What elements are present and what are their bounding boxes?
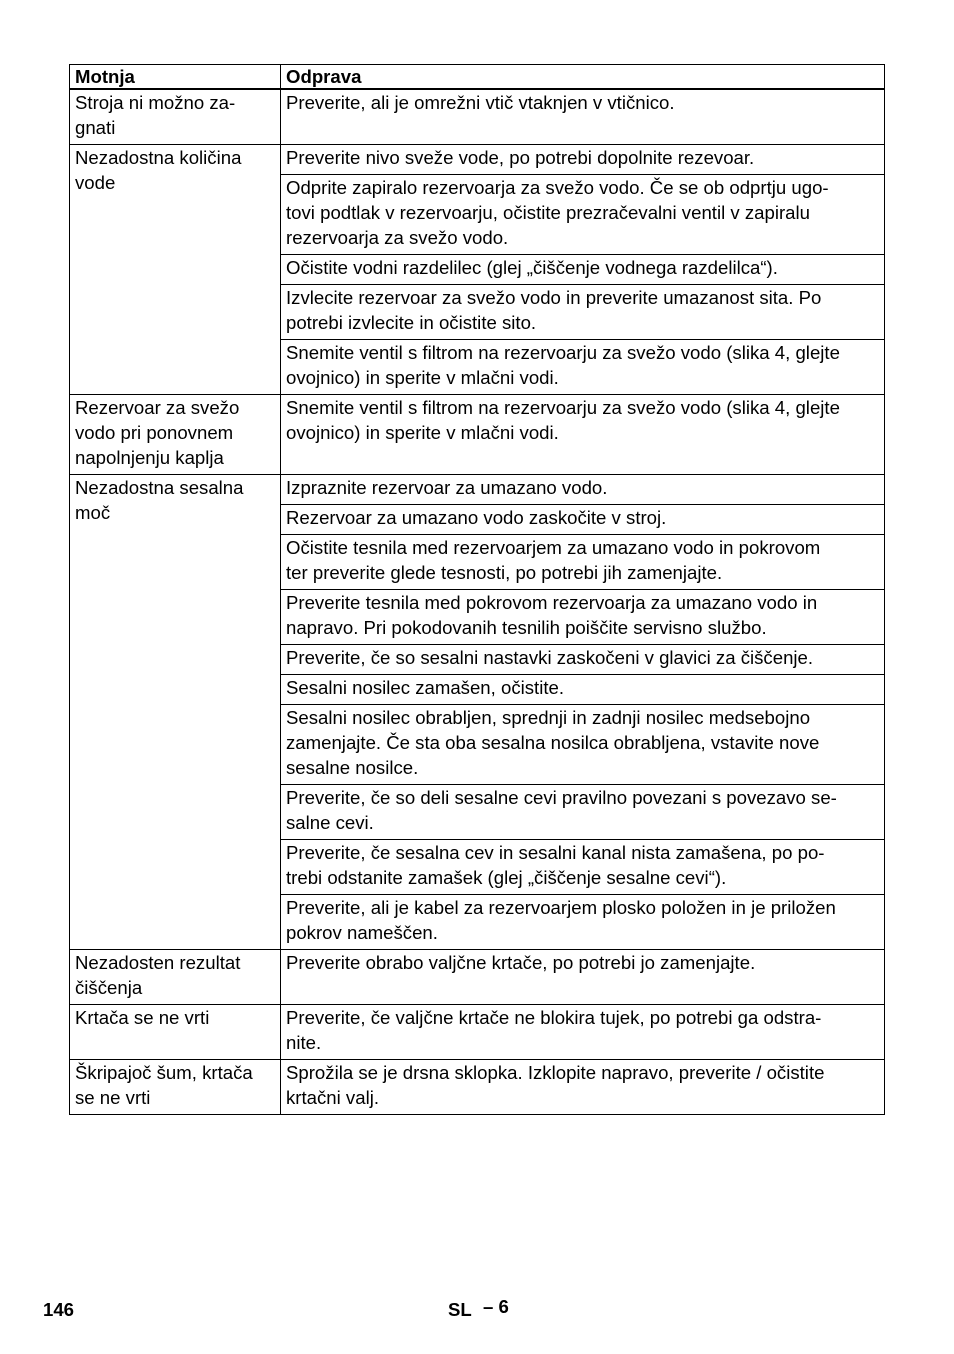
- fault-cell: Nezadostna količina vode: [70, 145, 281, 395]
- remedy-cell: Preverite tesnila med pokrovom rezervoarja za umazano vodo in napravo. Pri pokodovanih tesnilih poiščite servisno službo.: [281, 590, 885, 645]
- remedy-cell: Odprite zapiralo rezervoarja za svežo vodo. Če se ob odprtju ugo- tovi podtlak v rezervoarju, očistite prezračevalni ventil v zapiralu rezervoarja za svežo vodo.: [281, 175, 885, 255]
- remedy-cell: Preverite, če sesalna cev in sesalni kanal nista zamašena, po po- trebi odstanite zamašek (glej „čiščenje sesalne cevi“).: [281, 840, 885, 895]
- troubleshooting-table: [69, 64, 885, 1115]
- remedy-cell: Očistite vodni razdelilec (glej „čiščenje vodnega razdelilca“).: [281, 255, 885, 285]
- remedy-cell: Snemite ventil s filtrom na rezervoarju za svežo vodo (slika 4, glejte ovojnico) in sperite v mlačni vodi.: [281, 340, 885, 395]
- remedy-cell: Snemite ventil s filtrom na rezervoarju za svežo vodo (slika 4, glejte ovojnico) in sperite v mlačni vodi.: [281, 395, 885, 475]
- remedy-cell: Preverite, če so sesalni nastavki zaskočeni v glavici za čiščenje.: [281, 645, 885, 675]
- language-code: SL: [448, 1299, 472, 1320]
- remedy-cell: Izpraznite rezervoar za umazano vodo.: [281, 475, 885, 505]
- remedy-cell: Preverite, če so deli sesalne cevi pravilno povezani s povezavo se- salne cevi.: [281, 785, 885, 840]
- table-row: [70, 1005, 885, 1060]
- table-row: [70, 89, 885, 145]
- remedy-cell: Sesalni nosilec zamašen, očistite.: [281, 675, 885, 705]
- table-row: [70, 475, 885, 505]
- fault-cell: Rezervoar za svežo vodo pri ponovnem napolnjenju kaplja: [70, 395, 281, 475]
- table-body: [70, 89, 885, 1115]
- table-row: [70, 395, 885, 475]
- remedy-cell: Izvlecite rezervoar za svežo vodo in preverite umazanost sita. Po potrebi izvlecite in očistite sito.: [281, 285, 885, 340]
- remedy-cell: Preverite nivo sveže vode, po potrebi dopolnite rezevoar.: [281, 145, 885, 175]
- section-number: – 6: [483, 1296, 509, 1317]
- remedy-cell: Očistite tesnila med rezervoarjem za umazano vodo in pokrovom ter preverite glede tesnosti, po potrebi jih zamenjajte.: [281, 535, 885, 590]
- fault-cell: Nezadosten rezultat čiščenja: [70, 950, 281, 1005]
- table-row: [70, 145, 885, 175]
- remedy-cell: Preverite, ali je kabel za rezervoarjem plosko položen in je priložen pokrov nameščen.: [281, 895, 885, 950]
- table-row: [70, 1060, 885, 1115]
- fault-cell: Krtača se ne vrti: [70, 1005, 281, 1060]
- remedy-cell: Preverite, ali je omrežni vtič vtaknjen v vtičnico.: [281, 89, 885, 145]
- remedy-cell: Preverite, če valjčne krtače ne blokira tujek, po potrebi ga odstra- nite.: [281, 1005, 885, 1060]
- remedy-cell: Rezervoar za umazano vodo zaskočite v stroj.: [281, 505, 885, 535]
- fault-cell: Nezadostna sesalna moč: [70, 475, 281, 950]
- header-fault: Motnja: [70, 65, 281, 90]
- table-row: [70, 950, 885, 1005]
- remedy-cell: Sprožila se je drsna sklopka. Izklopite napravo, preverite / očistite krtačni valj.: [281, 1060, 885, 1115]
- fault-cell: Stroja ni možno za- gnati: [70, 89, 281, 145]
- page-number: 146: [43, 1299, 75, 1320]
- table-header-row: [70, 65, 885, 90]
- fault-cell: Škripajoč šum, krtača se ne vrti: [70, 1060, 281, 1115]
- remedy-cell: Preverite obrabo valjčne krtače, po potrebi jo zamenjajte.: [281, 950, 885, 1005]
- remedy-cell: Sesalni nosilec obrabljen, sprednji in zadnji nosilec medsebojno zamenjajte. Če sta oba sesalna nosilca obrabljena, vstavite nove sesalne nosilce.: [281, 705, 885, 785]
- header-remedy: Odprava: [281, 65, 885, 90]
